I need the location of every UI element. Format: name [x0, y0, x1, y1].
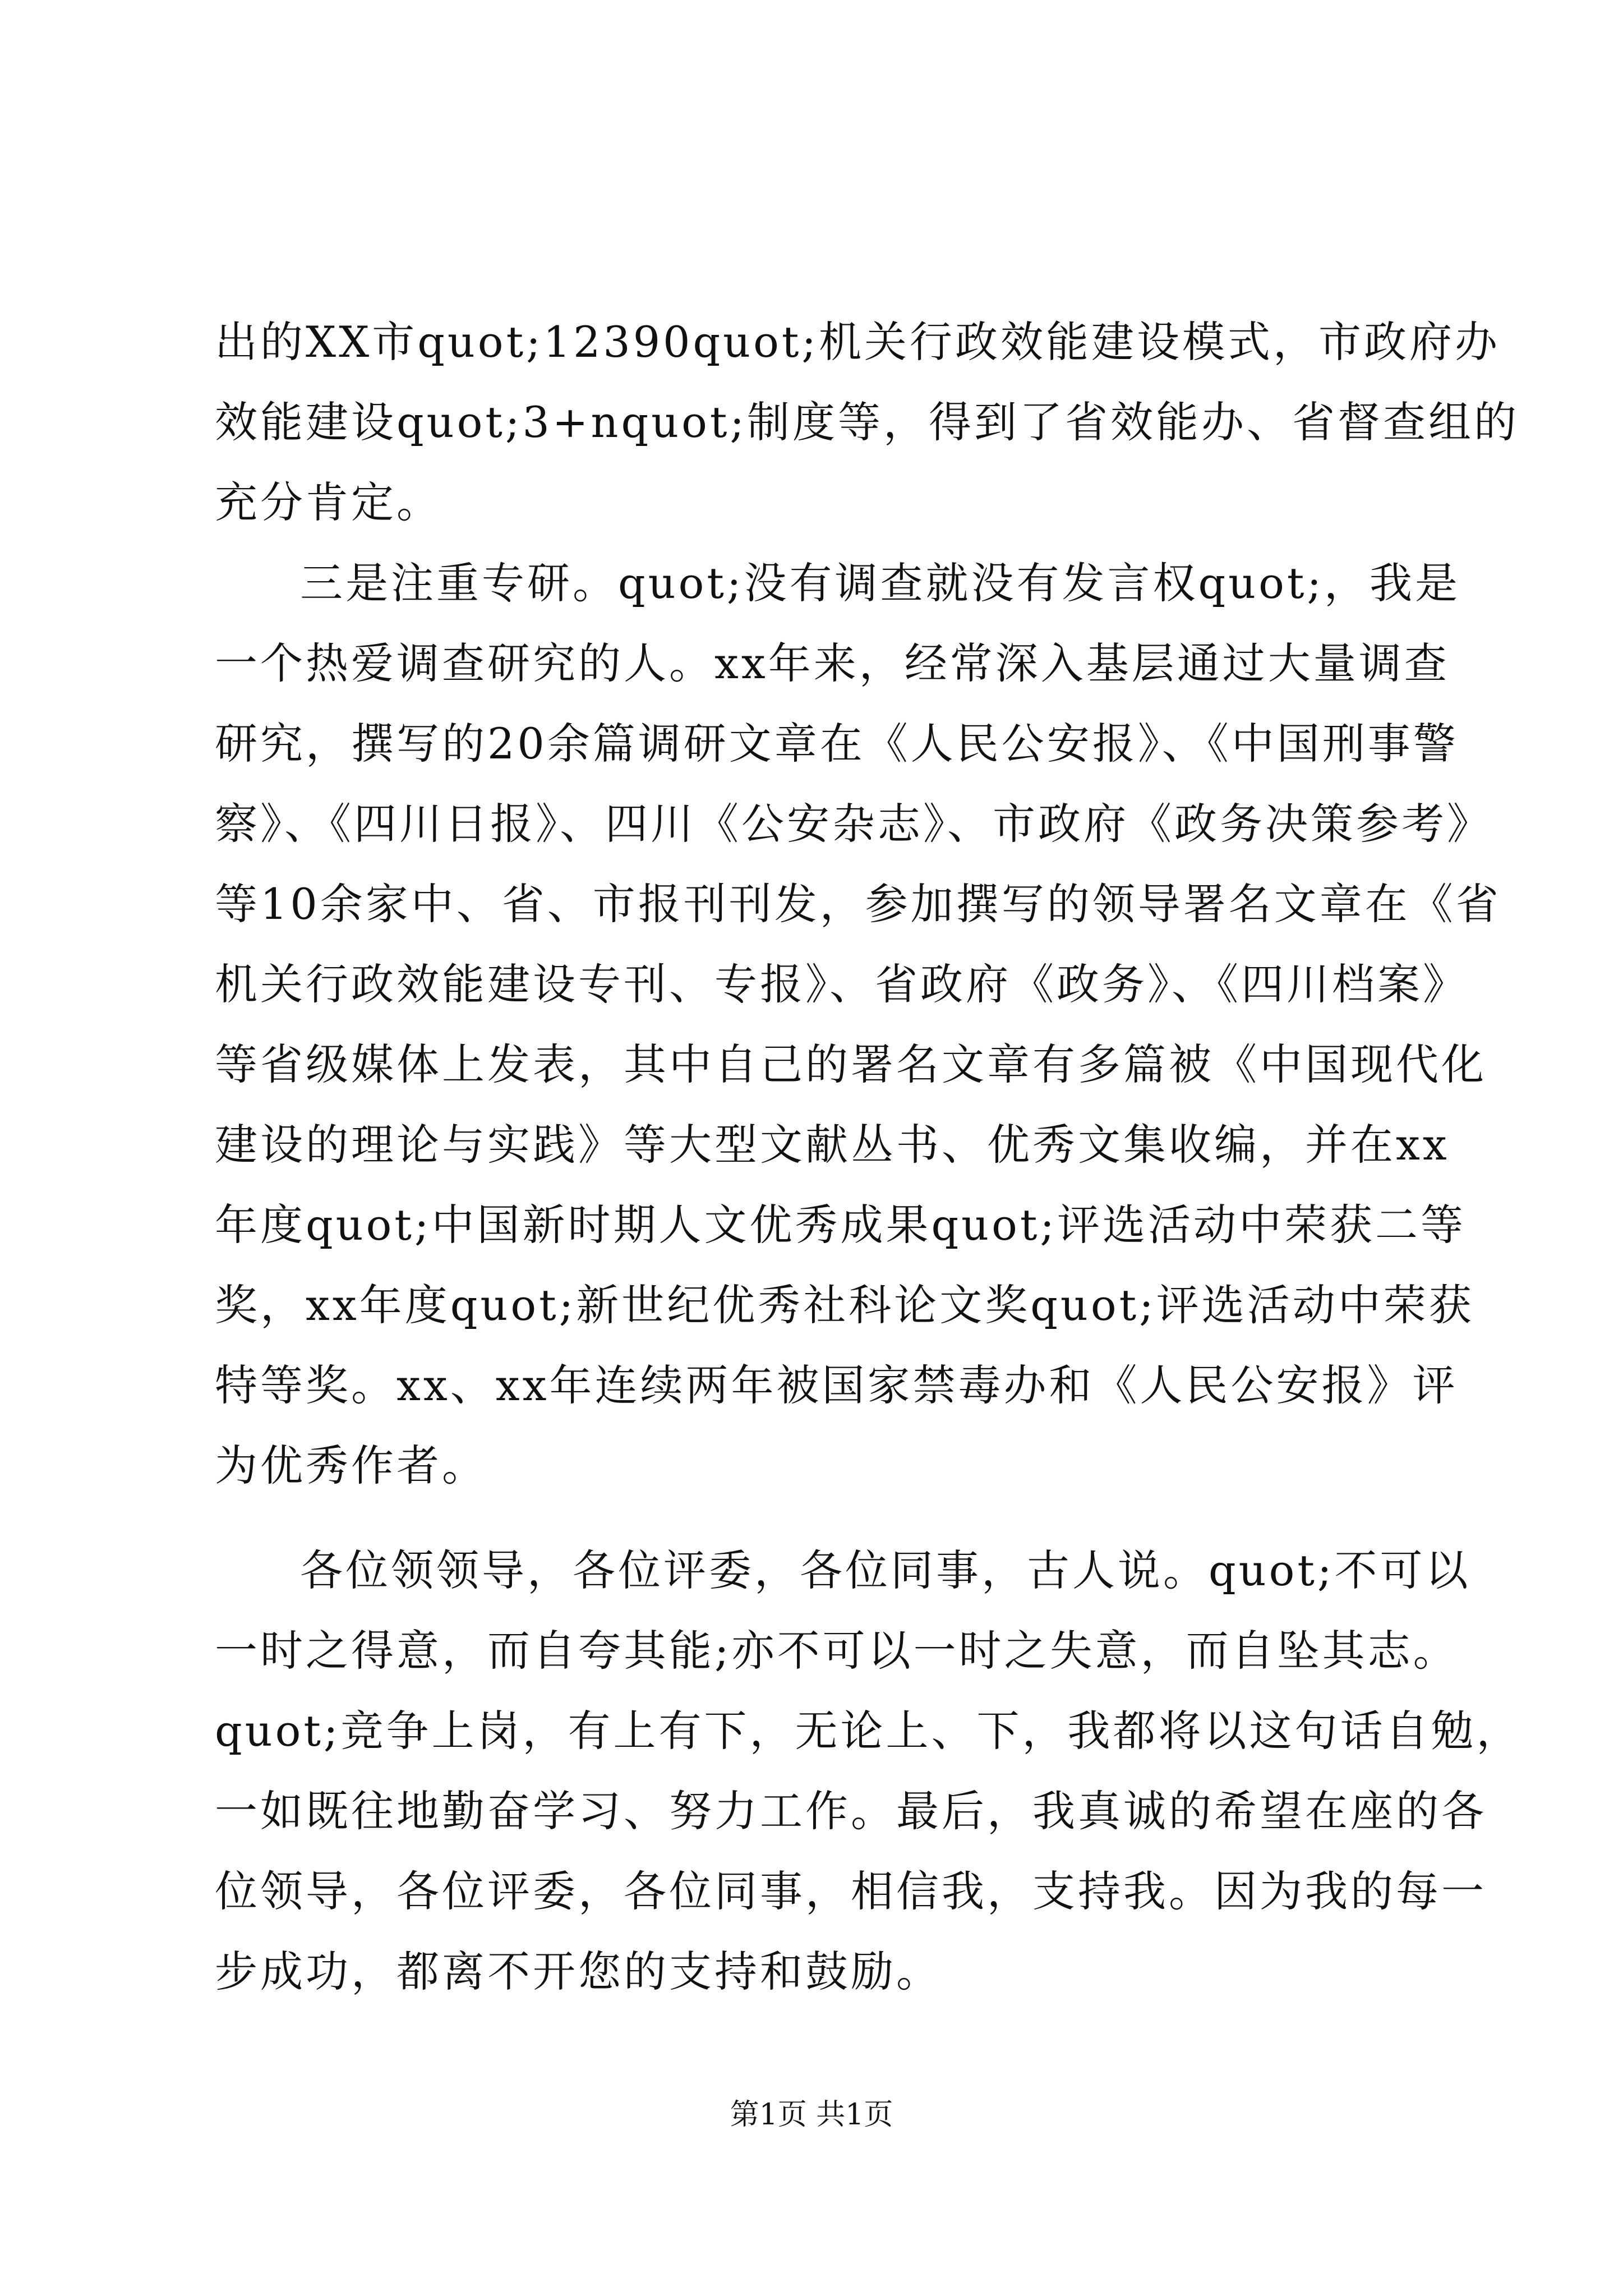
paragraph-line: 一个热爱调查研究的人。xx年来，经常深入基层通过大量调查	[215, 638, 1450, 688]
paragraph-line: 一如既往地勤奋学习、努力工作。最后，我真诚的希望在座的各	[215, 1786, 1487, 1836]
paragraph-line: 建设的理论与实践》等大型文献丛书、优秀文集收编，并在xx	[215, 1120, 1450, 1170]
page-number-footer: 第1页 共1页	[730, 2098, 893, 2132]
paragraph-line: 为优秀作者。	[215, 1441, 487, 1490]
paragraph-first-line: 各位领领导，各位评委，各位同事，古人说。quot;不可以	[300, 1545, 1471, 1595]
paragraph-line: 出的XX市quot;12390quot;机关行政效能建设模式，市政府办	[215, 317, 1500, 367]
paragraph-line: 奖，xx年度quot;新世纪优秀社科论文奖quot;评选活动中荣获	[215, 1280, 1474, 1330]
paragraph-line: 充分肯定。	[215, 477, 442, 527]
paragraph-line: 机关行政效能建设专刊、专报》、省政府《政务》、《四川档案》	[215, 959, 1468, 1009]
paragraph-line: 察》、《四川日报》、四川《公安杂志》、市政府《政务决策参考》	[215, 799, 1492, 849]
paragraph-line: 等10余家中、省、市报刊刊发，参加撰写的领导署名文章在《省	[215, 879, 1501, 929]
paragraph-line: 年度quot;中国新时期人文优秀成果quot;评选活动中荣获二等	[215, 1200, 1466, 1250]
paragraph-line: 一时之得意，而自夸其能;亦不可以一时之失意，而自坠其志。	[215, 1626, 1459, 1676]
paragraph-line: 等省级媒体上发表，其中自己的署名文章有多篇被《中国现代化	[215, 1039, 1487, 1089]
paragraph-line: 研究，撰写的20余篇调研文章在《人民公安报》、《中国刑事警	[215, 719, 1459, 769]
paragraph-line: 特等奖。xx、xx年连续两年被国家禁毒办和《人民公安报》评	[215, 1360, 1458, 1410]
paragraph-line: 效能建设quot;3+nquot;制度等，得到了省效能办、省督查组的	[215, 397, 1519, 447]
paragraph-first-line: 三是注重专研。quot;没有调查就没有发言权quot;，我是	[300, 558, 1460, 608]
paragraph-line: 步成功，都离不开您的支持和鼓励。	[215, 1947, 942, 1996]
paragraph-line: 位领导，各位评委，各位同事，相信我，支持我。因为我的每一	[215, 1866, 1487, 1916]
paragraph-line: quot;竞争上岗，有上有下，无论上、下，我都将以这句话自勉，	[215, 1706, 1522, 1756]
